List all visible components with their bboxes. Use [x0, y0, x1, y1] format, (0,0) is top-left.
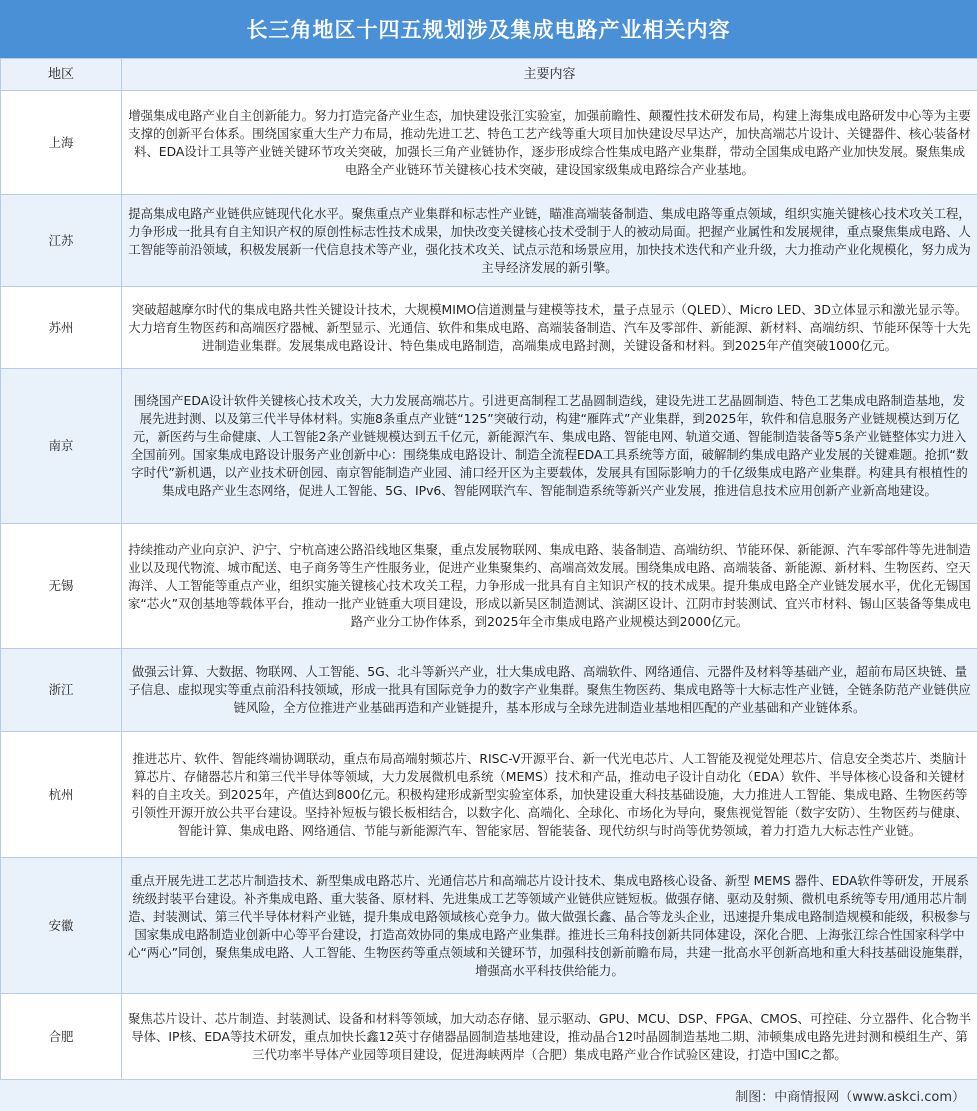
- content-cell: 重点开展先进工艺芯片制造技术、新型集成电路芯片、光通信芯片和高端芯片设计技术、集成电路核心设备、新型 MEMS 器件、EDA软件等研发，开展系统级封装平台建设。补齐集成电路、重大装备、原材料、先进集成工艺等领域产业链供应链短板。做强存储、驱动及射频、微机电系统等专用/通用芯片制造、封装测试、第三代半导体材料产业链，提升集成电路领域核心竞争力。做大做强长鑫、晶合等龙头企业，迅速提升集成电路制造规模和能级，积极参与国家集成电路制造业创新中心等平台建设，打造高效协同的集成电路产业集群。推进长三角科技创新共同体建设，深化合肥、上海张江综合性国家科学中心“两心”同创，聚焦集成电路、人工智能、生物医药等重点领域和关键环节，加强科技创新前瞻布局，共建一批高水平创新高地和重大科技基础设施集群，增强高水平科技供给能力。: [122, 858, 977, 994]
- table-row: [1, 195, 977, 287]
- content-cell: 围绕国产EDA设计软件关键核心技术攻关，大力发展高端芯片。引进更高制程工艺晶圆制造线，建设先进工艺晶圆制造、特色工艺集成电路制造基地，发展先进封测、以及第三代半导体材料。实施8条重点产业链“125”突破行动，构建“雁阵式”产业集群，到2025年，软件和信息服务产业链规模达到万亿元，新医药与生命健康、人工智能2条产业链规模达到五千亿元，新能源汽车、集成电路、智能电网、轨道交通、智能制造装备等5条产业链整体实力进入全国前列。国家集成电路设计服务产业创新中心：围绕集成电路设计、制造全流程EDA工具系统等方面，破解制约集成电路产业发展的关键难题。抢抓“数字时代”新机遇，以产业技术研创园、南京智能制造产业园、浦口经开区为主要载体，发展具有国际影响力的千亿级集成电路产业集群。构建具有根植性的集成电路产业生态网络，促进人工智能、5G、IPv6、智能网联汽车、智能制造系统等新兴产业发展，推进信息技术应用创新产业新高地建设。: [122, 369, 977, 524]
- region-cell: 江苏: [1, 195, 122, 287]
- table-row: [1, 649, 977, 732]
- content-cell: 做强云计算、大数据、物联网、人工智能、5G、北斗等新兴产业，壮大集成电路、高端软件、网络通信、元器件及材料等基础产业，超前布局区块链、量子信息、虚拟现实等重点前沿科技领域，形成一批具有国际竞争力的数字产业集群。聚焦生物医药、集成电路等十大标志性产业链，全链条防范产业链供应链风险，全方位推进产业基础再造和产业链提升，基本形成与全球先进制造业基地相匹配的产业基础和产业链体系。: [122, 649, 977, 732]
- content-cell: 提高集成电路产业链供应链现代化水平。聚焦重点产业集群和标志性产业链，瞄准高端装备制造、集成电路等重点领域，组织实施关键核心技术攻关工程，力争形成一批具有自主知识产权的原创性标志性技术成果，加快改变关键核心技术受制于人的被动局面。把握产业属性和发展规律，重点聚焦集成电路、人工智能等前沿领域，积极发展新一代信息技术等产业，强化技术攻关、试点示范和场景应用，加快技术迭代和产业升级，大力推动产业化规模化，努力成为主导经济发展的新引擎。: [122, 195, 977, 287]
- table-row: [1, 287, 977, 369]
- source-credit: 制图：中商情报网（www.askci.com）: [735, 1090, 965, 1105]
- header-region: 地区: [1, 59, 122, 91]
- table-row: [1, 732, 977, 858]
- region-cell: 安徽: [1, 858, 122, 994]
- table-row: [1, 858, 977, 994]
- content-cell: 聚焦芯片设计、芯片制造、封装测试、设备和材料等领域，加大动态存储、显示驱动、GPU、MCU、DSP、FPGA、CMOS、可控硅、分立器件、化合物半导体、IP核、EDA等技术研发，重点加快长鑫12英寸存储器晶圆制造基地建设，推动晶合12吋晶圆制造基地二期、沛顿集成电路先进封测和模组生产、第三代功率半导体产业园等项目建设，促进海峡两岸（合肥）集成电路产业合作试验区建设，打造中国IC之都。: [122, 994, 977, 1080]
- content-cell: 增强集成电路产业自主创新能力。努力打造完备产业生态，加快建设张江实验室，加强前瞻性、颠覆性技术研发布局，构建上海集成电路研发中心等为主要支撑的创新平台体系。围绕国家重大生产力布局，推动先进工艺、特色工艺产线等重大项目加快建设尽早达产，加快高端芯片设计、关键器件、核心装备材料、EDA设计工具等产业链关键环节攻关突破，加强长三角产业链协作，逐步形成综合性集成电路产业集群，带动全国集成电路产业加快发展。聚焦集成电路全产业链环节关键核心技术突破，建设国家级集成电路综合产业基地。: [122, 91, 977, 195]
- content-cell: 持续推动产业向京沪、沪宁、宁杭高速公路沿线地区集聚，重点发展物联网、集成电路、装备制造、高端纺织、节能环保、新能源、汽车零部件等先进制造业以及现代物流、城市配送、电子商务等生产性服务业，促进产业集聚集约、高端高效发展。围绕集成电路、高端装备、新能源、新材料、生物医药、空天海洋、人工智能等重点产业，组织实施关键核心技术攻关工程，力争形成一批具有自主知识产权的技术成果。提升集成电路全产业链发展水平，优化无锡国家“芯火”双创基地等载体平台，推动一批产业链重大项目建设，形成以新吴区制造测试、滨湖区设计、江阴市封装测试、宜兴市材料、锡山区装备等集成电路产业分工协作体系，到2025年全市集成电路产业规模达到2000亿元。: [122, 524, 977, 649]
- region-cell: 南京: [1, 369, 122, 524]
- table-row: [1, 91, 977, 195]
- region-cell: 合肥: [1, 994, 122, 1080]
- table-row: [1, 994, 977, 1080]
- header-content: 主要内容: [122, 59, 977, 91]
- content-table: [0, 58, 977, 1080]
- table-row: [1, 524, 977, 649]
- region-cell: 杭州: [1, 732, 122, 858]
- region-cell: 苏州: [1, 287, 122, 369]
- content-cell: 突破超越摩尔时代的集成电路共性关键设计技术，大规模MIMO信道测量与建模等技术，量子点显示（QLED）、Micro LED、3D立体显示和激光显示等。大力培育生物医药和高端医疗器械、新型显示、光通信、软件和集成电路、高端装备制造、汽车及零部件、新能源、新材料、高端纺织、节能环保等十大先进制造业集群。发展集成电路设计、特色集成电路制造，高端集成电路封测，关键设备和材料。到2025年产值突破1000亿元。: [122, 287, 977, 369]
- content-cell: 推进芯片、软件、智能终端协调联动，重点布局高端射频芯片、RISC-V开源平台、新一代光电芯片、人工智能及视觉处理芯片、信息安全类芯片、类脑计算芯片、存储器芯片和第三代半导体等领域，大力发展微机电系统（MEMS）技术和产品，推动电子设计自动化（EDA）软件、半导体核心设备和关键材料的自主攻关。到2025年，产值达到800亿元。积极构建形成新型实验室体系，加快建设重大科技基础设施，大力推进人工智能、集成电路、生物医药等引领性开源开放公共平台建设。坚持补短板与锻长板相结合，以数字化、高端化、全球化、市场化为导向，聚焦视觉智能（数字安防）、生物医药与健康、智能计算、集成电路、网络通信、节能与新能源汽车、智能家居、智能装备、现代纺织与时尚等优势领域，着力打造九大标志性产业链。: [122, 732, 977, 858]
- page-title: 长三角地区十四五规划涉及集成电路产业相关内容: [0, 0, 977, 58]
- region-cell: 上海: [1, 91, 122, 195]
- region-cell: 无锡: [1, 524, 122, 649]
- table-header-row: [1, 59, 977, 91]
- region-cell: 浙江: [1, 649, 122, 732]
- table-row: [1, 369, 977, 524]
- source-footer: [0, 1079, 977, 1111]
